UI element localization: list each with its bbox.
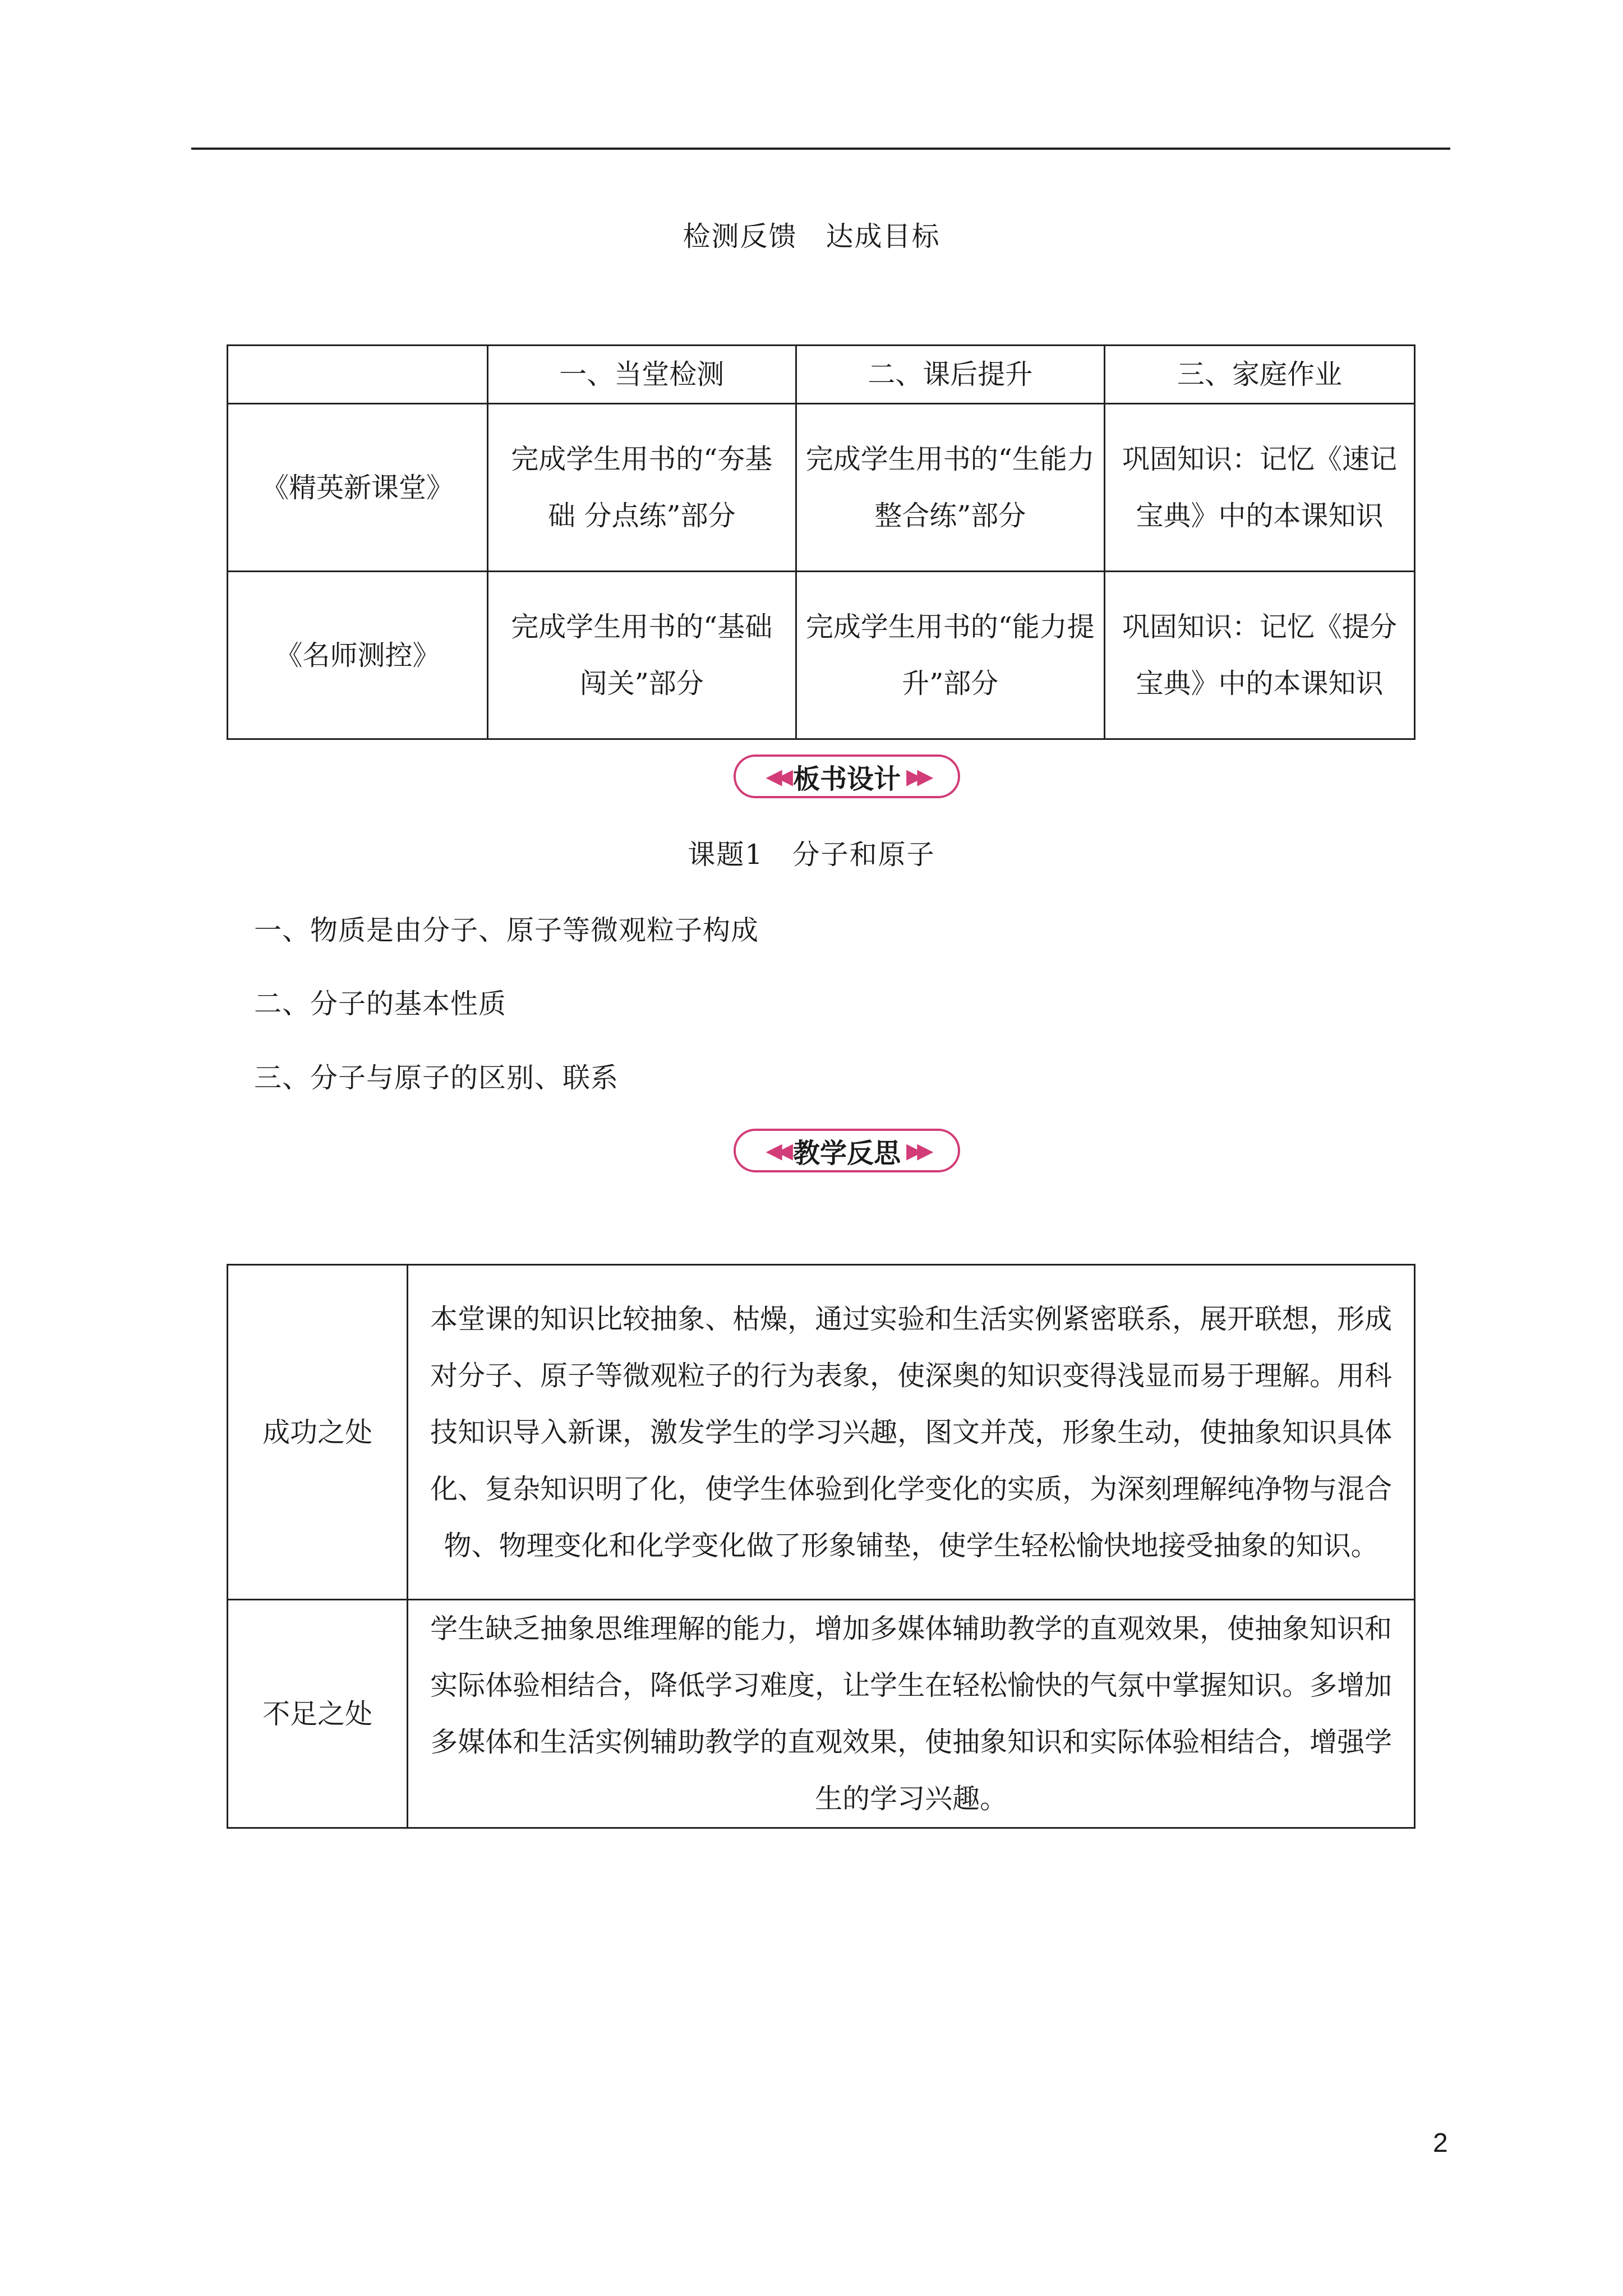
reflection-text: 本堂课的知识比较抽象、枯燥，通过实验和生活实例紧密联系，展开联想，形成对分子、原子等微观粒子的行为表象，使深奥的知识变得浅显而易于理解。用科技知识导入新课，激发学生的学习兴趣，图文并茂，形象生动，使抽象知识具体化、复杂知识明了化，使学生体验到化学变化的实质，为深刻理解纯净物与混合物、物理变化和化学变化做了形象铺垫，使学生轻松愉快地接受抽象的知识。 xyxy=(408,1265,1415,1600)
reflection-table xyxy=(227,1264,1415,1829)
right-arrows-icon: ▶▶ xyxy=(906,1138,928,1163)
left-arrows-icon: ◀◀ xyxy=(766,1138,787,1163)
teaching-reflection-banner xyxy=(734,1129,960,1172)
table-header-row xyxy=(228,346,1415,404)
board-design-banner xyxy=(734,754,960,798)
header-rule xyxy=(191,148,1450,150)
row-label: 《精英新课堂》 xyxy=(228,404,488,572)
banner-label: 教学反思 xyxy=(792,1137,901,1169)
reflection-text: 学生缺乏抽象思维理解的能力，增加多媒体辅助教学的直观效果，使抽象知识和实际体验相结合，降低学习难度，让学生在轻松愉快的气氛中掌握知识。多增加多媒体和生活实例辅助教学的直观效果，使抽象知识和实际体验相结合，增强学生的学习兴趣。 xyxy=(408,1600,1415,1828)
table-row xyxy=(228,404,1415,572)
header-cell-homework: 三、家庭作业 xyxy=(1105,346,1415,404)
page-number: 2 xyxy=(1433,2128,1448,2158)
board-item: 二、分子的基本性质 xyxy=(254,988,507,1020)
row-label: 《名师测控》 xyxy=(228,572,488,739)
table-cell: 巩固知识：记忆《提分宝典》中的本课知识 xyxy=(1105,572,1415,739)
table-cell: 完成学生用书的“基础闯关”部分 xyxy=(488,572,796,739)
lesson-title: 课题1 分子和原子 xyxy=(688,839,935,871)
left-arrows-icon: ◀◀ xyxy=(766,764,787,789)
homework-table xyxy=(227,344,1415,740)
table-row xyxy=(228,1265,1415,1600)
header-cell-empty xyxy=(228,346,488,404)
board-item: 一、物质是由分子、原子等微观粒子构成 xyxy=(254,914,759,946)
header-cell-after-class: 二、课后提升 xyxy=(796,346,1104,404)
section-title: 检测反馈 达成目标 xyxy=(683,220,940,252)
banner-label: 板书设计 xyxy=(792,763,901,795)
right-arrows-icon: ▶▶ xyxy=(906,764,928,789)
header-cell-in-class-test: 一、当堂检测 xyxy=(488,346,796,404)
board-item: 三、分子与原子的区别、联系 xyxy=(254,1062,619,1094)
row-label-shortcomings: 不足之处 xyxy=(228,1600,408,1828)
table-cell: 完成学生用书的“夯基础 分点练”部分 xyxy=(488,404,796,572)
table-cell: 巩固知识：记忆《速记宝典》中的本课知识 xyxy=(1105,404,1415,572)
table-cell: 完成学生用书的“生能力 整合练”部分 xyxy=(796,404,1104,572)
table-cell: 完成学生用书的“能力提升”部分 xyxy=(796,572,1104,739)
table-row xyxy=(228,1600,1415,1828)
row-label-successes: 成功之处 xyxy=(228,1265,408,1600)
table-row xyxy=(228,572,1415,739)
